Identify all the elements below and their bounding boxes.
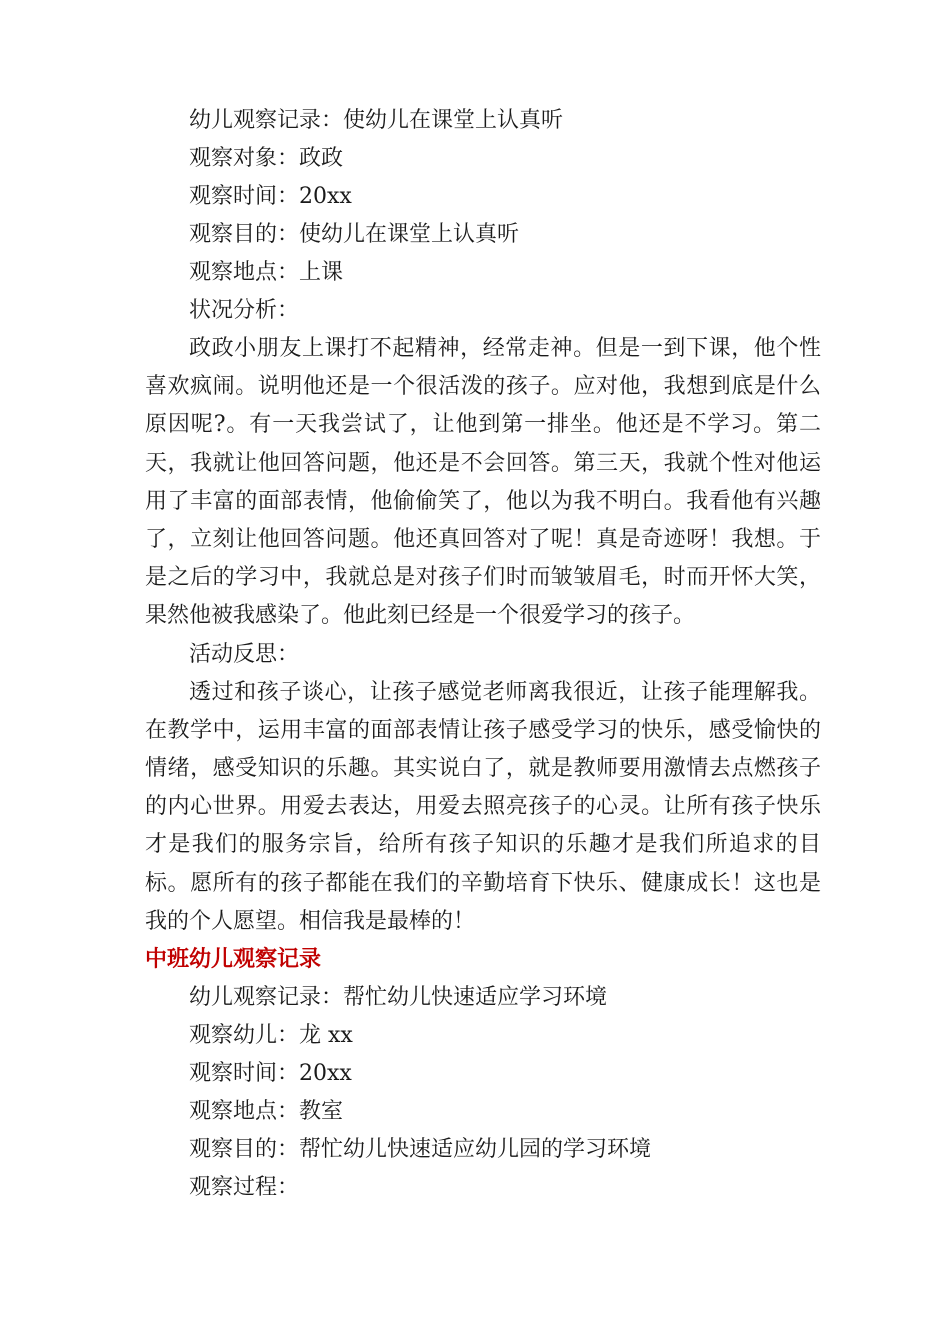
observation-purpose-2: 观察目的：帮忙幼儿快速适应幼儿园的学习环境 [189, 1137, 652, 1163]
reflection-paragraph: 透过和孩子谈心，让孩子感觉老师离我很近，让孩子能理解我。在教学中，运用丰富的面部表情让孩子感受学习的快乐，感受愉快的情绪，感受知识的乐趣。其实说白了，就是教师要用激情去点燃孩子的内心世界。用爱去表达，用爱去照亮孩子的心灵。让所有孩子快乐才是我们的服务宗旨，给所有孩子知识的乐趣才是我们所追求的目标。愿所有的孩子都能在我们的辛勤培育下快乐、健康成长！这也是我的个人愿望。相信我是最棒的！ [145, 679, 821, 934]
document-page [145, 102, 821, 1207]
process-label: 观察过程： [189, 1175, 300, 1201]
observation-subject: 观察对象：政政 [189, 146, 344, 171]
observation-location-2: 观察地点：教室 [189, 1099, 344, 1125]
analysis-paragraph: 政政小朋友上课打不起精神，经常走神。但是一到下课，他个性喜欢疯闹。说明他还是一个很活泼的孩子。应对他，我想到底是什么原因呢?。有一天我尝试了，让他到第一排坐。他还是不学习。第二天，我就让他回答问题，他还是不会回答。第三天，我就个性对他运用了丰富的面部表情，他偷偷笑了，他以为我不明白。我看他有兴趣了，立刻让他回答问题。他还真回答对了呢！真是奇迹呀！我想。于是之后的学习中，我就总是对孩子们时而皱皱眉毛，时而开怀大笑，果然他被我感染了。他此刻已经是一个很爱学习的孩子。 [145, 336, 821, 629]
record-title: 幼儿观察记录：使幼儿在课堂上认真听 [189, 108, 564, 133]
observation-location: 观察地点：上课 [189, 260, 344, 285]
record-title-2: 幼儿观察记录：帮忙幼儿快速适应学习环境 [189, 985, 608, 1011]
analysis-label: 状况分析： [189, 298, 300, 323]
observation-purpose: 观察目的：使幼儿在课堂上认真听 [189, 222, 520, 247]
observation-subject-2: 观察幼儿：龙 xx [189, 1023, 353, 1049]
reflection-label: 活动反思： [189, 641, 300, 667]
observation-time-2: 观察时间：20xx [189, 1061, 352, 1087]
observation-time: 观察时间：20xx [189, 184, 352, 209]
section-heading: 中班幼儿观察记录 [145, 947, 322, 973]
